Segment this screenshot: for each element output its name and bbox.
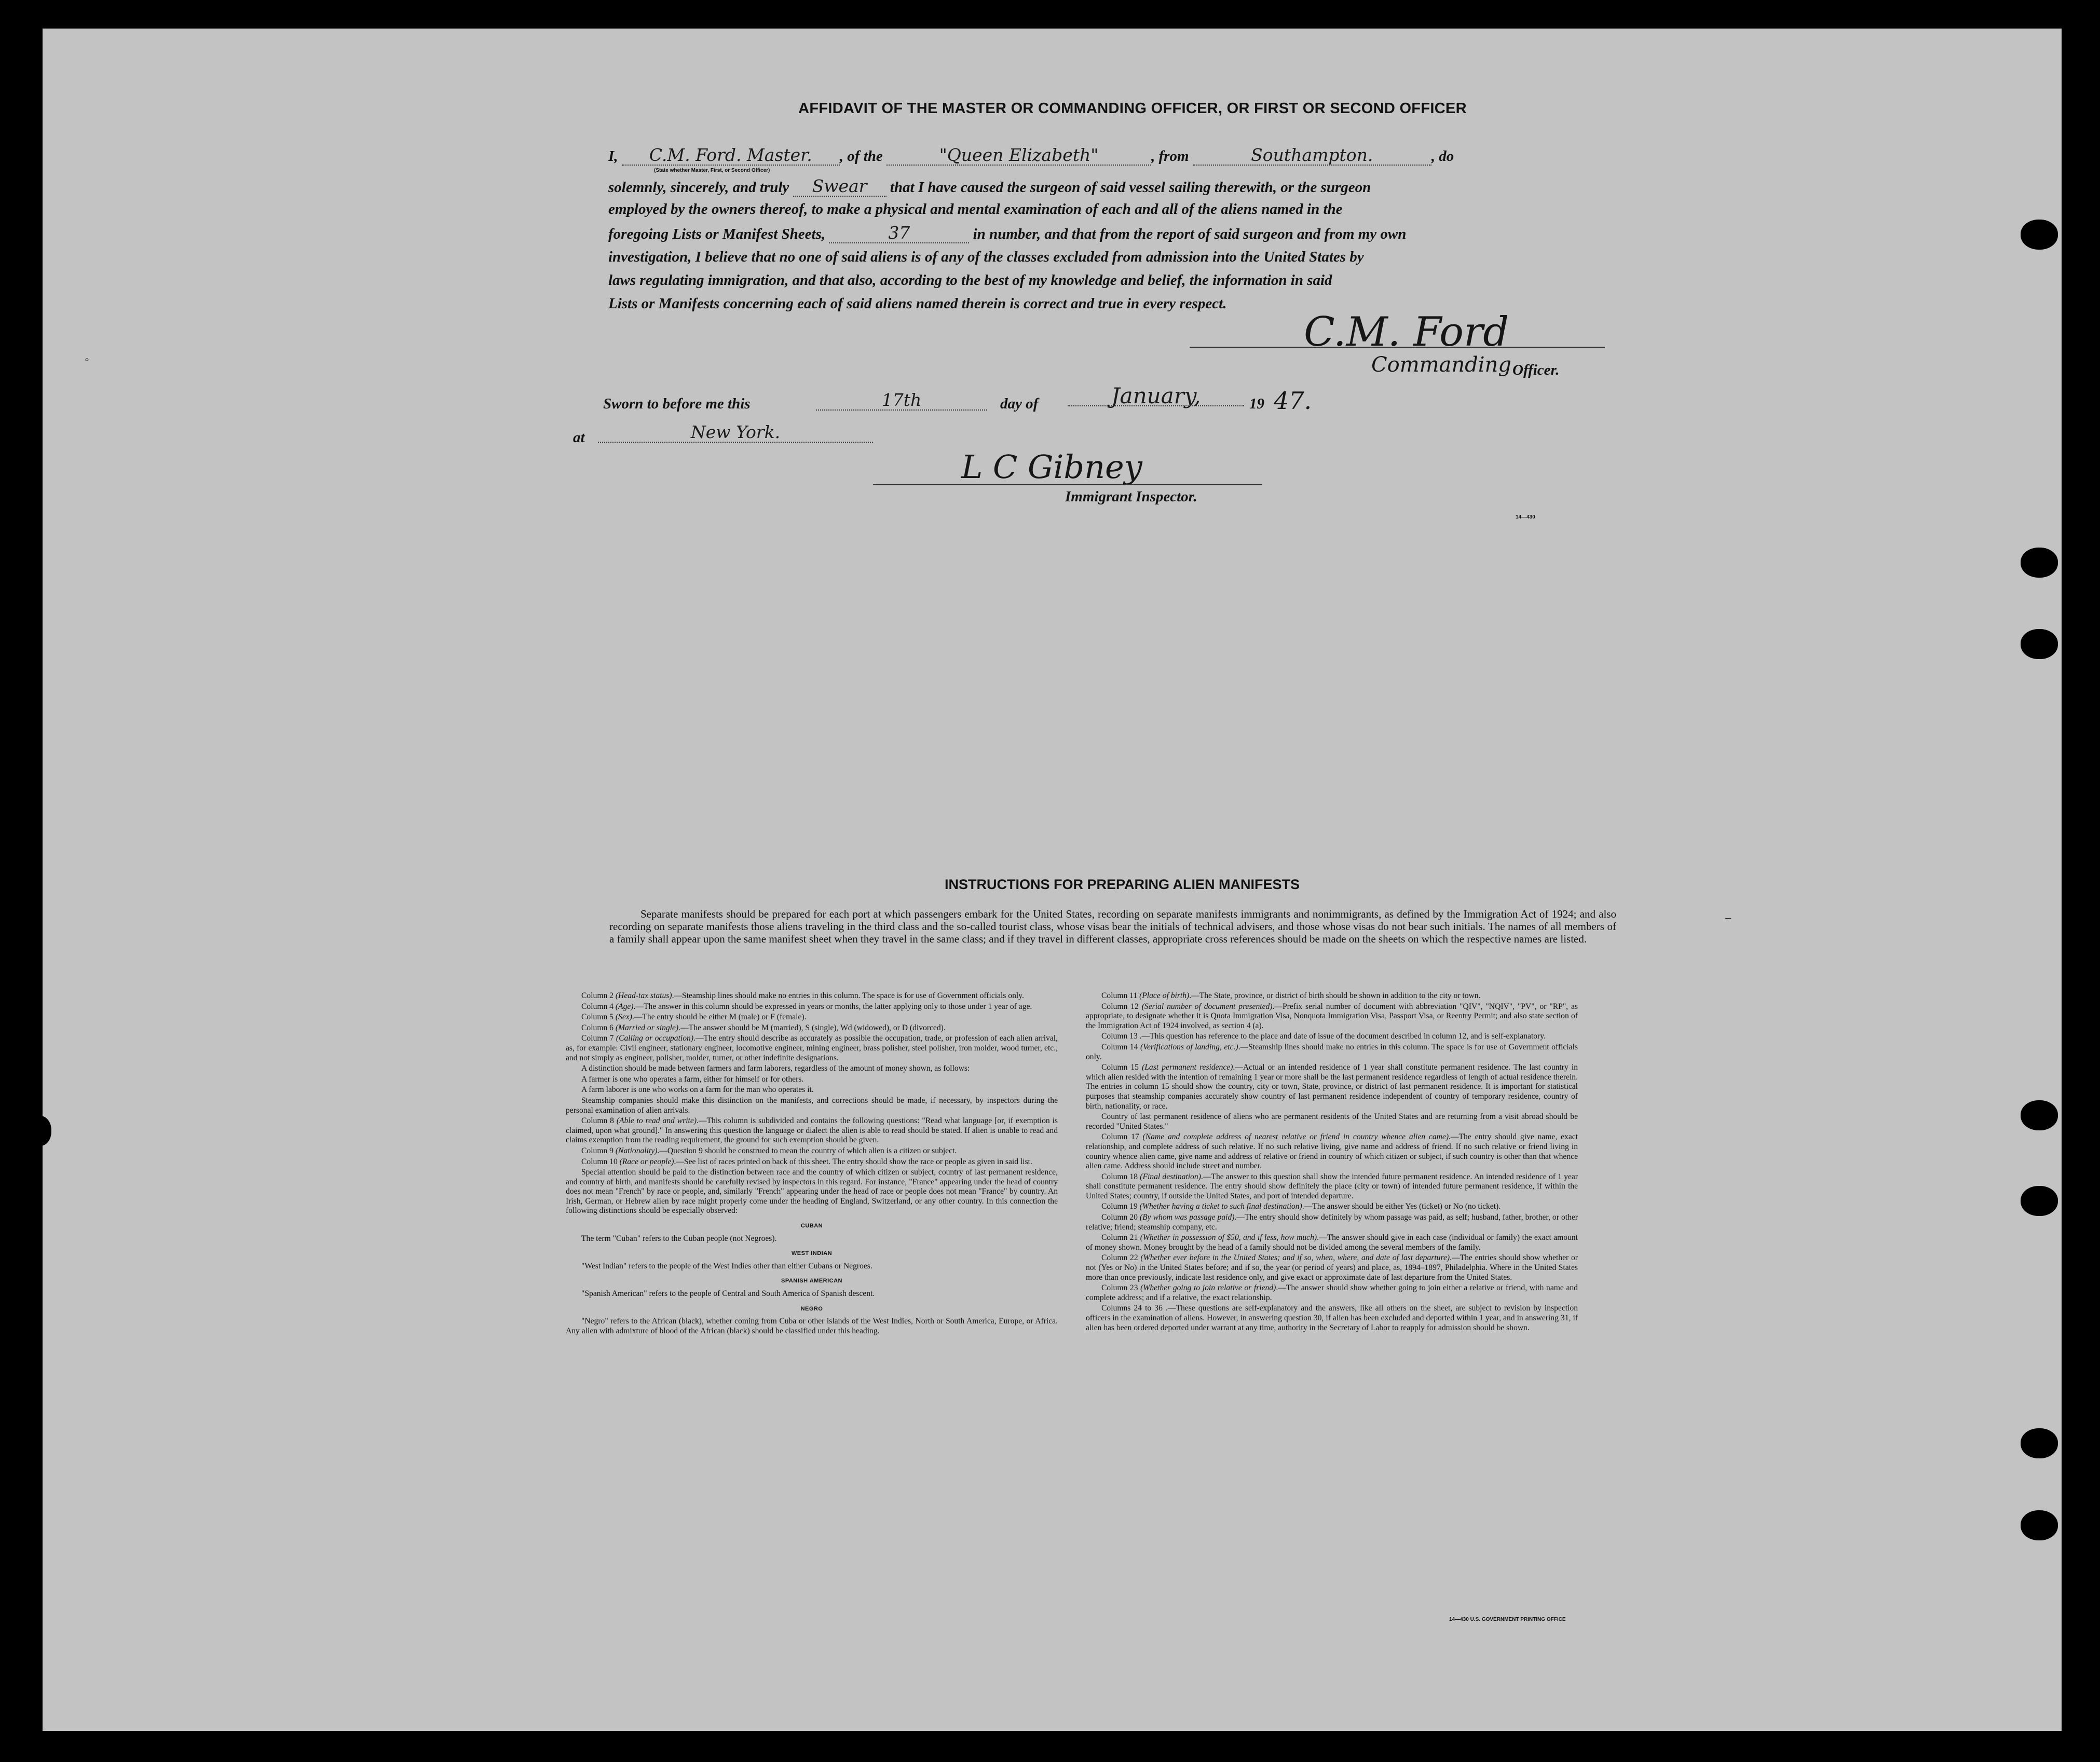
binder-hole (2021, 220, 2058, 250)
instruction-text: .—The answer should show whether going to join either a relative or friend, with name and complete address; and if a relative, the exact relationship. (1086, 1283, 1578, 1302)
instruction-paragraph (1086, 1032, 1578, 1042)
affidavit-title: AFFIDAVIT OF THE MASTER OR COMMANDING OFFICER, OR FIRST OR SECOND OFFICER (798, 100, 1467, 117)
master-signature: C.M. Ford (1304, 309, 1509, 356)
column-number: Column 21 (1101, 1233, 1138, 1242)
instruction-paragraph (1086, 991, 1578, 1001)
instructions-right-column (1086, 991, 1578, 1334)
column-title: (Nationality) (615, 1146, 658, 1155)
month-field: January, (1068, 387, 1244, 406)
column-number: Column 15 (1101, 1063, 1139, 1072)
officer-rank-handwritten: Commanding (1371, 353, 1511, 377)
affidavit-line-5: investigation, I believe that no one of said aliens is of any of the classes excluded from admission into the United States by (608, 249, 1364, 265)
instruction-paragraph (566, 1168, 1058, 1216)
instruction-paragraph (1086, 1043, 1578, 1062)
race-definition: The term "Cuban" refers to the Cuban people (not Negroes). (581, 1234, 777, 1243)
binder-hole (2021, 1510, 2058, 1540)
instruction-paragraph (566, 1157, 1058, 1167)
affidavit-line-2: solemnly, sincerely, and truly Swear that I have caused the surgeon of said vessel sailing therewith, or the surgeon (608, 176, 1371, 196)
instruction-text: .—The answer in this column should be expressed in years or months, the latter applying only to those under 1 year of age. (633, 1002, 1032, 1011)
binder-hole (2021, 548, 2058, 578)
instruction-text: Steamship companies should make this distinction on the manifests, and corrections should be made, if necessary, by inspectors during the personal examination of alien arrivals. (566, 1096, 1058, 1115)
instruction-text: .—Steamship lines should make no entries in this column. The space is for use of Government officials only. (672, 991, 1024, 1000)
instruction-text: .—The entries should show whether or not (Yes or No) in the United States before; and if so, the year (or period of years) and place, as, 1894–1897, Philadelphia. Where in the United States more than once previously, indicate last residence only, and give exact or approximate date of last departure from the United States. (1086, 1253, 1578, 1282)
column-number: Column 2 (581, 991, 613, 1000)
race-definition: "Negro" refers to the African (black), whether coming from Cuba or other islands of the West Indies, North or South America, Europe, or Africa. Any alien with admixture of blood of the African (black) should be classified under this heading. (566, 1317, 1058, 1335)
instruction-paragraph (566, 1002, 1058, 1012)
day-of-label: day of (1000, 395, 1039, 412)
instruction-text: .—These questions are self-explanatory and the answers, like all others on the sheet, are subject to revision by inspection officers in the examination of aliens. However, in answering question 30, if alien has been excluded and deported within 1 year, and in answering 31, if alien has been ordered deported under warrant at any time, authority in the Secretary of Labor to reapply for admission should be shown. (1086, 1304, 1578, 1332)
inspector-label: Immigrant Inspector. (1065, 488, 1197, 505)
officer-label: Officer. (1512, 362, 1560, 378)
column-number: Column 5 (581, 1013, 613, 1022)
column-number: Column 22 (1101, 1253, 1138, 1263)
column-number: Column 13 (1101, 1032, 1138, 1041)
binder-hole (2021, 1100, 2058, 1130)
instruction-paragraph (566, 1146, 1058, 1156)
instruction-text: A farmer is one who operates a farm, either for himself or for others. (581, 1074, 804, 1084)
column-number: Column 12 (1101, 1002, 1139, 1011)
affidavit-line-4: foregoing Lists or Manifest Sheets, 37 in number, and that from the report of said surgeon and from my own (608, 223, 1407, 243)
stray-mark: ∘ (84, 353, 90, 366)
column-title: (Verifications of landing, etc.) (1140, 1042, 1238, 1051)
column-title: (Whether in possession of $50, and if less, how much) (1140, 1233, 1317, 1242)
column-number: Column 14 (1101, 1042, 1138, 1051)
instruction-text: A farm laborer is one who works on a farm for the man who operates it. (581, 1085, 814, 1095)
column-number: Column 7 (581, 1034, 614, 1043)
race-heading: NEGRO (800, 1305, 823, 1312)
column-title: (Age) (615, 1002, 634, 1011)
stray-mark-2: _ (1725, 907, 1731, 920)
column-title: (Last permanent residence) (1142, 1063, 1233, 1072)
instruction-paragraph (566, 1023, 1058, 1033)
instruction-text: Special attention should be paid to the distinction between race and the country of which citizen or subject, country of last permanent residence, and country of birth, and manifests should be carefully revised by inspectors in this regard. For instance, "France" appearing under the head of country does not mean "French" by race or people, and, similarly "French" appearing under the head of race or people does not mean "France" by country. An Irish, German, or Hebrew alien by race might properly come under the heading of England, Switzerland, or any other country. In this connection the following distinctions should be especially observed: (566, 1168, 1058, 1215)
column-title: (Able to read and write) (616, 1116, 697, 1126)
instructions-title: INSTRUCTIONS FOR PREPARING ALIEN MANIFESTS (944, 877, 1300, 892)
column-number: Column 9 (581, 1146, 613, 1155)
instruction-text: A distinction should be made between farmers and farm laborers, regardless of the amount of money shown, as follows: (581, 1064, 970, 1073)
column-number: Column 4 (581, 1002, 613, 1011)
instruction-text: .—The State, province, or district of birth should be shown in addition to the city or town. (1189, 991, 1481, 1000)
binder-hole (2021, 1186, 2058, 1216)
inspector-signature-line (873, 484, 1262, 485)
instruction-text: .—Steamship lines should make no entries in this column. The space is for use of Government officials only. (1086, 1042, 1578, 1061)
race-heading: WEST INDIAN (791, 1250, 833, 1257)
instruction-paragraph (1086, 1202, 1578, 1212)
instruction-paragraph (566, 1096, 1058, 1115)
instruction-text: .—Prefix serial number of document with abbreviation "QIV", "NQIV", "PV", or "RP", as appropriate, to designate whether it is Quota Immigration Visa, Nonquota Immigration Visa, Passport Visa, or Reentry Permit; and also state section of the Immigration Act of 1924 involved, as section 4 (a). (1086, 1002, 1578, 1030)
departure-port-field: Southampton. (1193, 146, 1431, 166)
instruction-paragraph (1086, 1304, 1578, 1333)
instruction-paragraph (566, 1013, 1058, 1022)
column-title: (Whether ever before in the United States; and if so, when, where, and date of last departure) (1140, 1253, 1450, 1263)
at-label: at (573, 429, 585, 446)
instruction-text: .—Actual or an intended residence of 1 year shall constitute permanent residence. The last country in which alien resided with the intention of remaining 1 year or more shall be the last permanent residence regardless of length of actual residence therein. The entries in column 15 should show the country, city or town, State, province, or district of last permanent residence. It is important for statistical purposes that steamship companies accurately show country of last permanent residence independent of country of temporary residence, country of birth, nationality, or race. (1086, 1063, 1578, 1111)
printing-office-code: 14—430 U.S. GOVERNMENT PRINTING OFFICE (1449, 1617, 1566, 1622)
instruction-paragraph (566, 1116, 1058, 1145)
column-title: (By whom was passage paid) (1139, 1213, 1235, 1222)
officer-name-field: C.M. Ford. Master. (622, 146, 840, 166)
vessel-name-field: "Queen Elizabeth" (887, 146, 1151, 166)
instruction-paragraph (566, 991, 1058, 1001)
affidavit-line-1: I, C.M. Ford. Master. , of the "Queen Elizabeth" , from Southampton. , do (608, 145, 1454, 165)
instruction-paragraph (1086, 1213, 1578, 1232)
column-title: (Sex) (615, 1013, 632, 1022)
instructions-left-column (566, 991, 1058, 1337)
column-title: (Head-tax status) (615, 991, 672, 1000)
manifest-sheet (43, 29, 2062, 1731)
instruction-text: .—The answer to this question shall show the intended future permanent residence. An intended residence of 1 year shall constitute permanent residence. The entry should show definitely the place (city or town) of intended future permanent residence, if within the United States; country, if outside the United States, and port of intended departure. (1086, 1172, 1578, 1200)
year-prefix: 19 (1249, 395, 1264, 412)
column-title: (Place of birth) (1139, 991, 1190, 1000)
sworn-label: Sworn to before me this (603, 395, 751, 412)
instruction-paragraph (566, 1034, 1058, 1063)
instruction-text: .—This column is subdivided and contains the following questions: "Read what language [or, if exemption is claimed, upon what ground]." In answering this question the language or dialect the alien is able to read should be stated. If alien is unable to read and claims exemption from the reading requirement, the ground for such exemption should be given. (566, 1116, 1058, 1145)
form-code: 14—430 (1516, 514, 1535, 520)
sheet-count-field: 37 (829, 224, 969, 243)
day-field: 17th (816, 391, 987, 411)
instruction-text: .—The entry should show definitely by whom passage was paid, as self; husband, father, brother, or other relative; friend; steamship company, etc. (1086, 1213, 1578, 1232)
instruction-paragraph (1086, 1063, 1578, 1111)
column-number: Column 10 (581, 1157, 618, 1166)
column-title: (Married or single) (615, 1023, 679, 1032)
instruction-text: .—Question 9 should be construed to mean the country of which alien is a citizen or subject. (657, 1146, 957, 1155)
instruction-text: Country of last permanent residence of aliens who are permanent residents of the United States and are returning from a visit abroad should be recorded "United States." (1086, 1112, 1578, 1131)
affidavit-line-7: Lists or Manifests concerning each of said aliens named therein is correct and true in every respect. (608, 295, 1227, 312)
instruction-paragraph (566, 1075, 1058, 1085)
instruction-paragraph (566, 1085, 1058, 1095)
column-number: Column 17 (1101, 1132, 1139, 1142)
instruction-text: .—The entry should describe as accurately as possible the occupation, trade, or profession of each alien arrival, as, for example: Civil engineer, stationary engineer, locomotive engineer, mining engineer, brass polisher, steel polisher, iron molder, wood turner, etc., and not simply as engineer, polisher, molder, turner, or other indefinite designations. (566, 1034, 1058, 1062)
year-field: 47. (1274, 387, 1312, 415)
column-title: (Final destination) (1140, 1172, 1201, 1181)
instruction-text: .—The answer should be M (married), S (single), Wd (widowed), or D (divorced). (678, 1023, 946, 1032)
column-title: (Whether having a ticket to such final destination) (1139, 1202, 1302, 1211)
column-number: Column 19 (1101, 1202, 1138, 1211)
column-number: Column 8 (581, 1116, 614, 1126)
instruction-paragraph (1086, 1233, 1578, 1252)
instruction-text: .—The entry should give name, exact relationship, and complete address of such relative. If no such relative living, give name and address of friend. If no such relative or friend living in country whence alien came, give name and address of relative or friend in country of which citizen or subject, if such country is other than that whence alien came. Address should include street and number. (1086, 1132, 1578, 1171)
instruction-text: .—The answer should be either Yes (ticket) or No (no ticket). (1302, 1202, 1501, 1211)
instruction-text: .—The entry should be either M (male) or F (female). (632, 1013, 807, 1022)
column-number: Column 20 (1101, 1213, 1138, 1222)
place-field: New York. (598, 423, 873, 443)
binder-hole (2021, 629, 2058, 659)
column-title: (Whether going to join relative or friend) (1140, 1283, 1276, 1293)
instruction-text: .—This question has reference to the place and date of issue of the document described in column 12, and is self-explanatory. (1139, 1032, 1546, 1041)
instruction-paragraph (1086, 1112, 1578, 1131)
inspector-signature: L C Gibney (961, 448, 1142, 486)
instruction-paragraph (1086, 1283, 1578, 1303)
column-number: Column 23 (1101, 1283, 1138, 1293)
instruction-paragraph (1086, 1002, 1578, 1031)
race-heading: CUBAN (800, 1223, 823, 1230)
race-heading: SPANISH AMERICAN (781, 1278, 842, 1285)
affidavit-line-3: employed by the owners thereof, to make a physical and mental examination of each and all of the aliens named in the (608, 201, 1343, 217)
binder-hole (29, 1116, 51, 1146)
instruction-paragraph (1086, 1132, 1578, 1171)
column-number: Column 6 (581, 1023, 613, 1032)
binder-hole (2021, 1428, 2058, 1458)
column-title: (Name and complete address of nearest relative or friend in country whence alien came) (1142, 1132, 1449, 1142)
column-number: Columns 24 to 36 (1101, 1304, 1163, 1313)
instruction-paragraph (1086, 1253, 1578, 1282)
oath-field: Swear (793, 177, 887, 197)
signature-line (1190, 347, 1605, 348)
officer-rank-note: (State whether Master, First, or Second Officer) (654, 168, 770, 173)
column-title: (Race or people) (619, 1157, 674, 1166)
instruction-text: .—See list of races printed on back of this sheet. The entry should show the race or people as given in said list. (674, 1157, 1032, 1166)
race-definition: "West Indian" refers to the people of the West Indies other than either Cubans or Negroes. (581, 1261, 872, 1271)
instructions-intro: Separate manifests should be prepared for each port at which passengers embark for the United States, recording on separate manifests immigrants and nonimmigrants, as defined by the Immigration Act of 1924; and also recording on separate manifests those aliens traveling in the third class and the so-called tourist class, whose visas bear the initials of technical advisers, and those whose visas do not bear such initials. The names of all members of a family shall appear upon the same manifest sheet when they travel in the same class; and if they travel in different classes, appropriate cross references should be made on the sheets on which the respective names are listed. (609, 908, 1616, 945)
column-number: Column 11 (1101, 991, 1138, 1000)
instruction-text: .—The answer should give in each case (individual or family) the exact amount of money shown. Money brought by the head of a family should not be divided among the several members of the family. (1086, 1233, 1578, 1252)
column-title: (Calling or occupation) (616, 1034, 694, 1043)
affidavit-line-6: laws regulating immigration, and that also, according to the best of my knowledge and belief, the information in said (608, 272, 1332, 289)
instruction-paragraph (1086, 1172, 1578, 1201)
race-definition: "Spanish American" refers to the people of Central and South America of Spanish descent. (581, 1289, 875, 1299)
column-title: (Serial number of document presented) (1141, 1002, 1273, 1011)
column-number: Column 18 (1101, 1172, 1138, 1181)
instruction-paragraph (566, 1064, 1058, 1074)
